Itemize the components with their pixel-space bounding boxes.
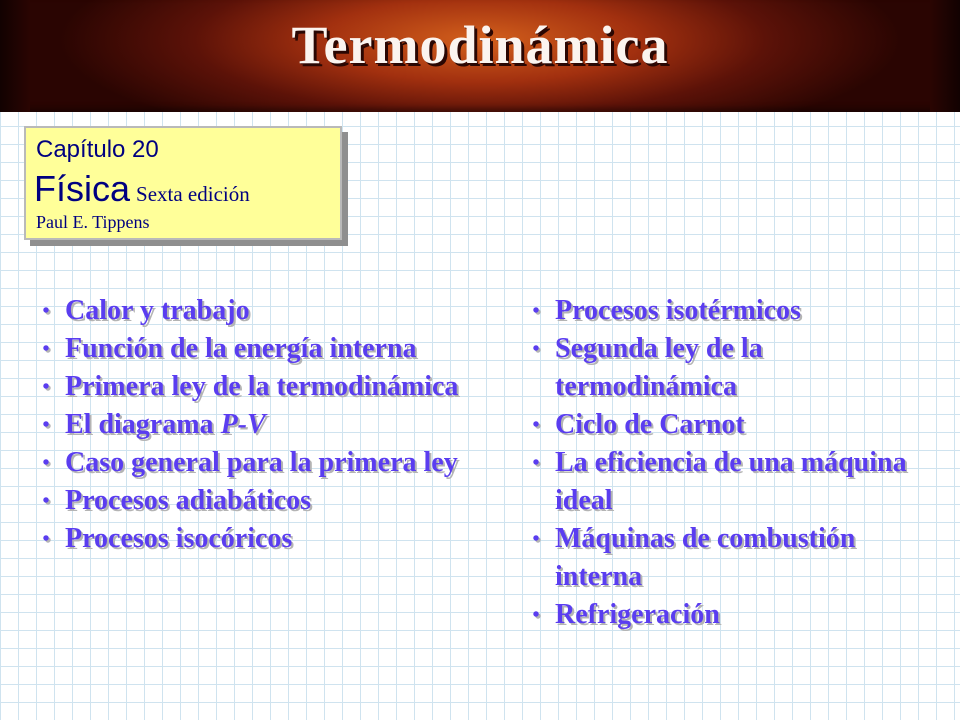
- bullet-icon: •: [532, 300, 540, 322]
- bullet-icon: •: [532, 338, 540, 360]
- topic-label: Calor y trabajo: [65, 295, 250, 326]
- bullet-icon: •: [42, 528, 50, 550]
- bullet-icon: •: [42, 452, 50, 474]
- title-banner: [0, 0, 960, 112]
- topic-item: [522, 520, 942, 596]
- book-edition: Sexta edición: [136, 182, 250, 206]
- topic-item: [32, 406, 482, 444]
- topic-label: Procesos isocóricos: [65, 523, 293, 554]
- topic-list-right: [522, 292, 942, 634]
- topic-item: [522, 444, 942, 520]
- bullet-icon: •: [532, 414, 540, 436]
- chapter-label: Capítulo 20: [36, 136, 159, 163]
- topic-label: Máquinas de combustión interna: [555, 523, 856, 592]
- chapter-info-box: [24, 126, 342, 240]
- topic-label: La eficiencia de una máquina ideal: [555, 447, 907, 516]
- bullet-icon: •: [42, 490, 50, 512]
- topic-label: Función de la energía interna: [65, 333, 417, 364]
- book-line: [34, 168, 250, 210]
- slide-title: Termodinámica: [291, 15, 669, 75]
- topic-item: [522, 292, 942, 330]
- topic-label-italic: P-V: [220, 409, 266, 440]
- bullet-icon: •: [42, 414, 50, 436]
- topic-item: [32, 330, 482, 368]
- topic-label: Procesos adiabáticos: [65, 485, 312, 516]
- topic-list-left: [32, 292, 482, 558]
- topic-item: [32, 482, 482, 520]
- topic-label: Procesos isotérmicos: [555, 295, 801, 326]
- topic-item: [522, 596, 942, 634]
- topic-item: [32, 520, 482, 558]
- topic-item: [522, 406, 942, 444]
- topic-item: [32, 368, 482, 406]
- bullet-icon: •: [532, 528, 540, 550]
- bullet-icon: •: [532, 604, 540, 626]
- topic-item: [32, 444, 482, 482]
- bullet-icon: •: [532, 452, 540, 474]
- topic-item: [32, 292, 482, 330]
- topic-label: Caso general para la primera ley: [65, 447, 458, 478]
- topic-label: Primera ley de la termodinámica: [65, 371, 459, 402]
- bullet-icon: •: [42, 376, 50, 398]
- topic-item: [522, 330, 942, 406]
- topic-label: El diagrama: [65, 409, 221, 440]
- book-author: Paul E. Tippens: [36, 212, 150, 232]
- book-title: Física: [34, 168, 131, 209]
- topic-label: Ciclo de Carnot: [555, 409, 745, 440]
- bullet-icon: •: [42, 300, 50, 322]
- topic-label: Segunda ley de la termodinámica: [555, 333, 763, 402]
- topic-label: Refrigeración: [555, 599, 720, 630]
- bullet-icon: •: [42, 338, 50, 360]
